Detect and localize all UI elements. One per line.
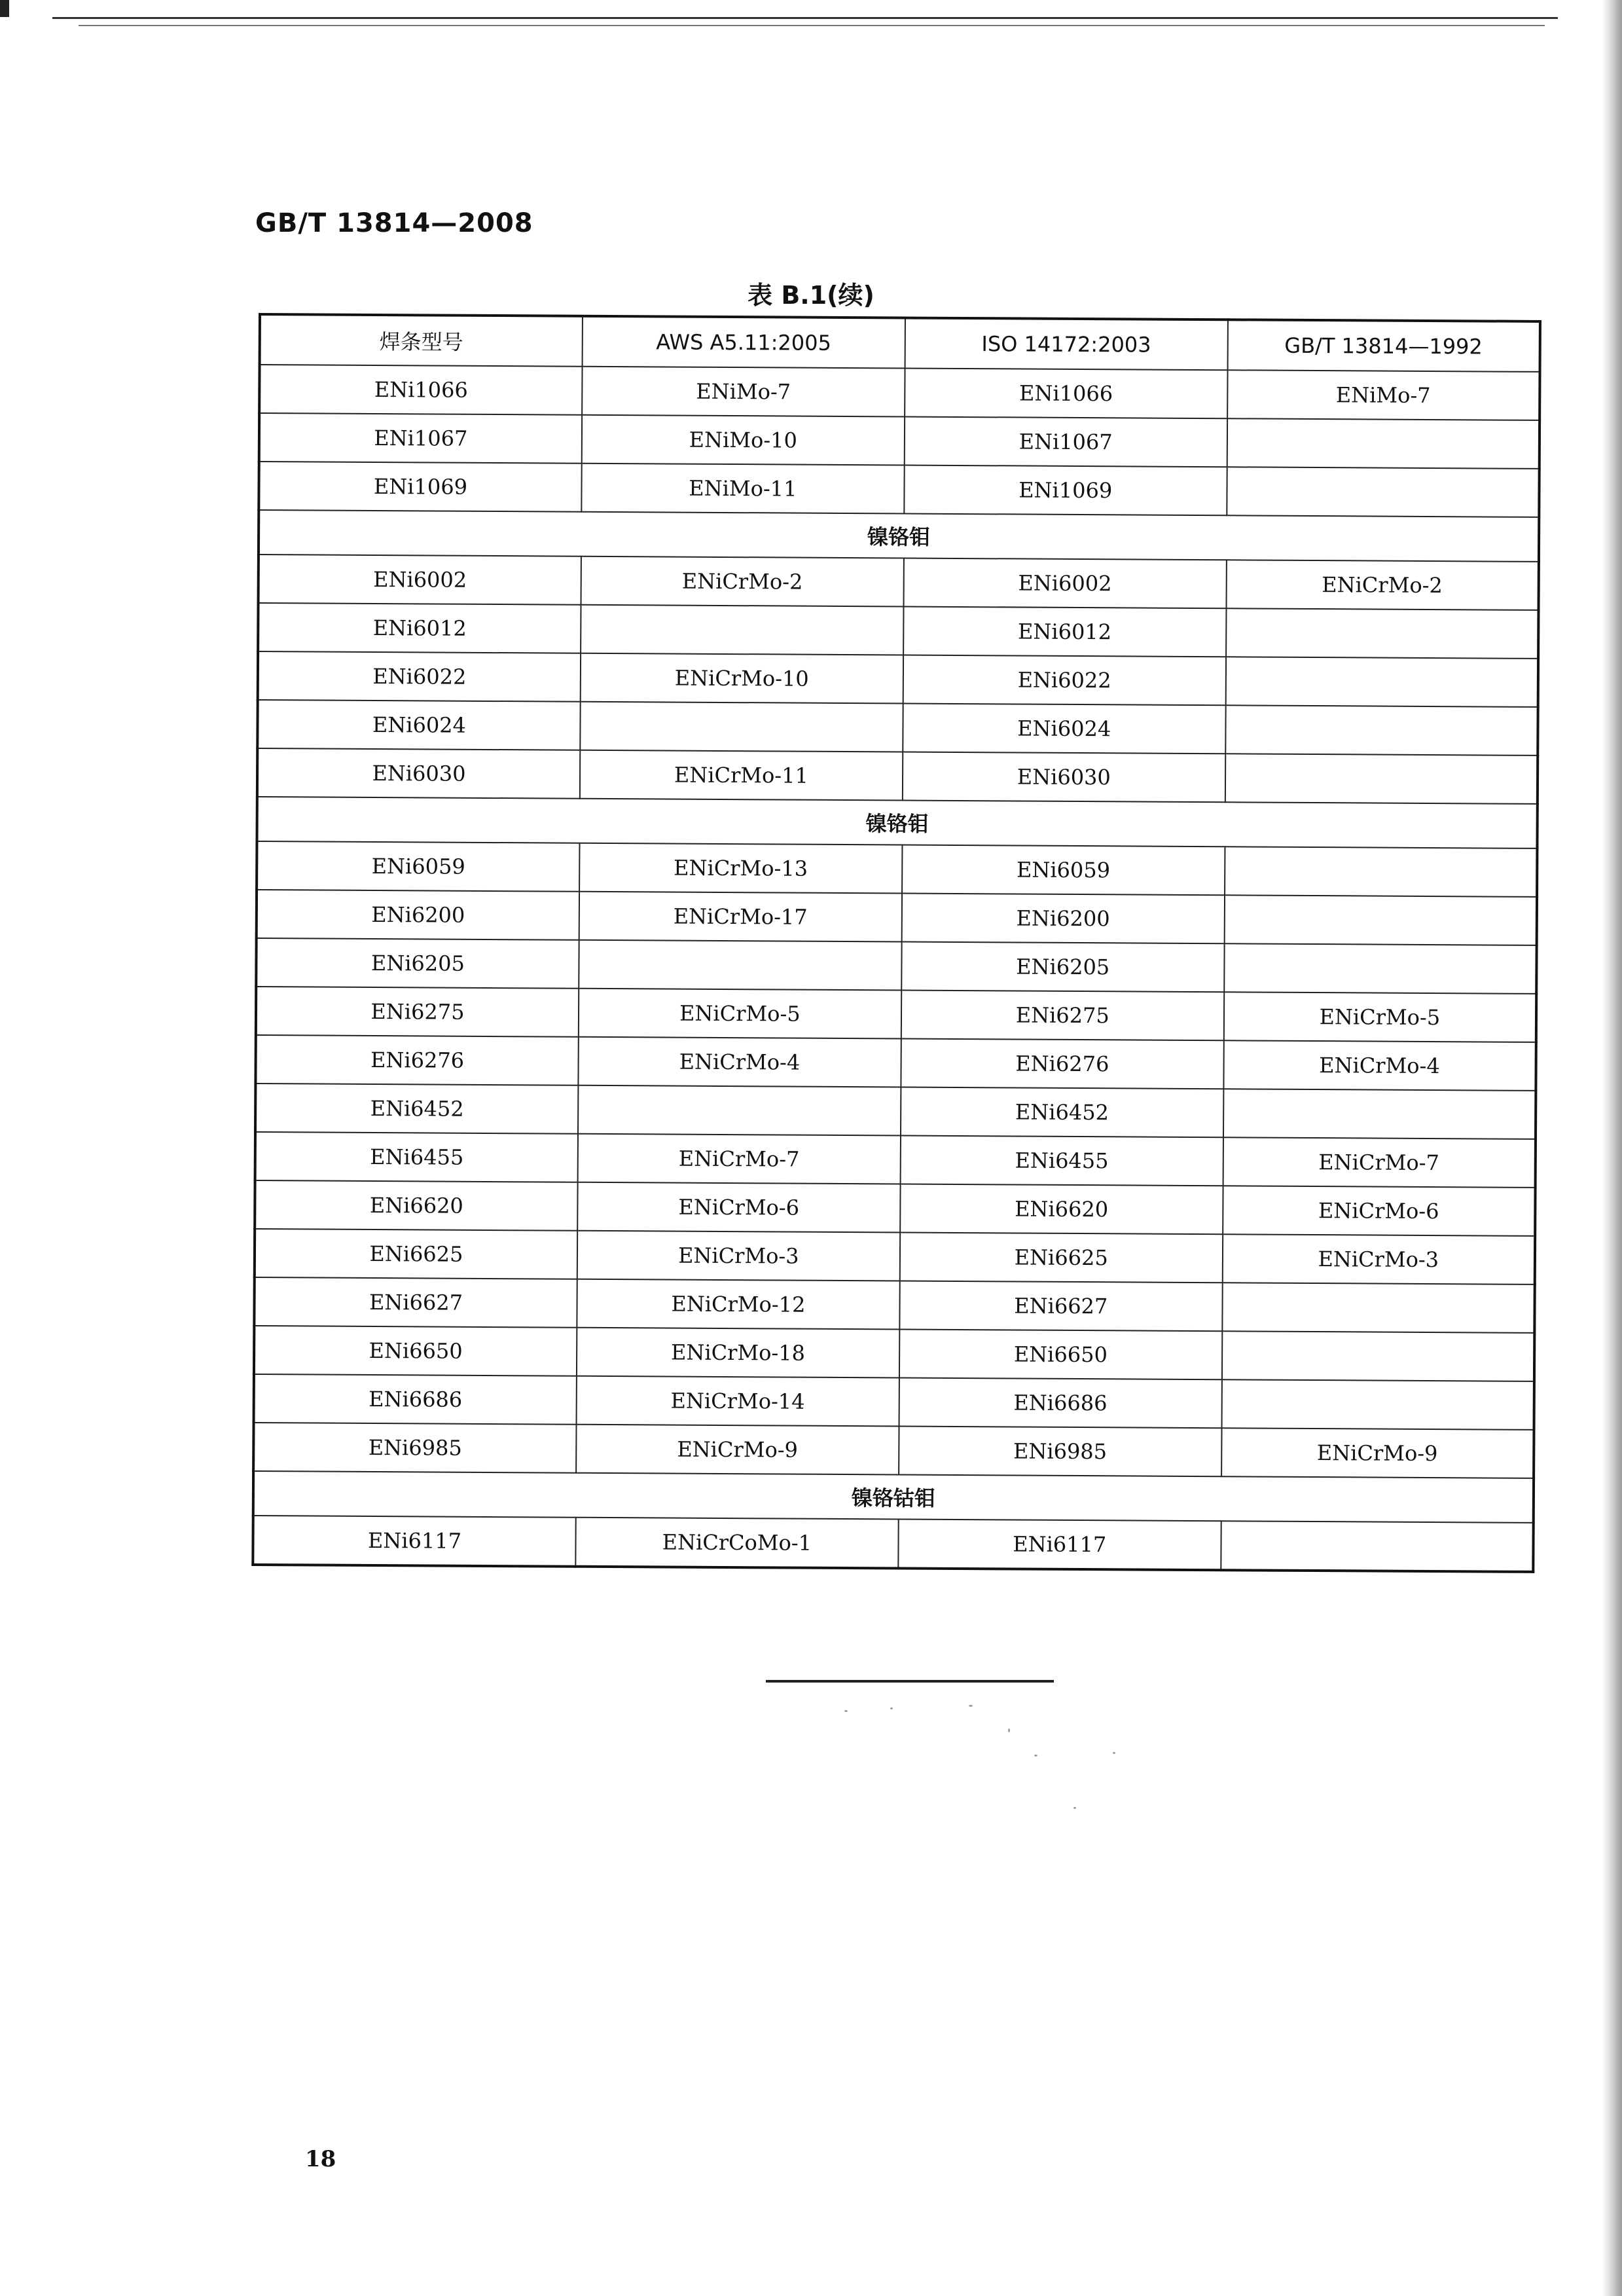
table-cell [1222,1331,1535,1381]
table-cell: ENi6627 [899,1281,1222,1331]
scan-speckle [969,1705,973,1707]
document-code: GB/T 13814—2008 [255,208,533,238]
table-body [253,365,1540,1572]
section-row [257,797,1537,848]
column-header: ISO 14172:2003 [905,318,1227,371]
table-cell: ENi6625 [900,1232,1223,1283]
table-cell: ENiMo-10 [582,415,905,465]
table-row [259,555,1539,610]
table-cell: ENiCrMo-17 [579,892,902,942]
page-number: 18 [305,2146,336,2172]
table-cell: ENiCrCoMo-1 [575,1518,898,1569]
table-cell: ENi6059 [902,845,1225,896]
table-cell: ENi1067 [259,413,582,464]
table-row [257,748,1538,804]
table-cell: ENi6012 [258,603,581,653]
table-cell [1225,754,1538,804]
table-row [253,1516,1533,1572]
table-cell: ENiMo-7 [1227,370,1540,420]
scan-speckle [1008,1728,1010,1732]
table-cell: ENi6002 [259,555,581,605]
table-cell: ENiCrMo-4 [1223,1040,1536,1091]
table-cell: ENi6205 [901,942,1224,993]
table-cell: ENiCrMo-3 [1222,1234,1535,1285]
table-row [259,365,1540,420]
section-label: 镍铬钼 [259,510,1539,562]
table-row [258,603,1538,659]
table-cell: ENiCrMo-9 [576,1425,899,1475]
end-of-table-rule [766,1680,1054,1683]
table-row [256,938,1536,994]
table-cell: ENi6012 [903,607,1226,657]
scan-speckle [844,1710,848,1712]
table-cell: ENi6200 [257,890,579,940]
table-cell: ENi1066 [905,369,1227,419]
table-cell [1222,1283,1535,1333]
table-cell: ENiCrMo-6 [577,1182,900,1233]
section-label: 镍铬钼 [257,797,1537,848]
table-cell [1224,895,1537,945]
table-cell [579,940,901,991]
scan-speckle [1073,1807,1076,1809]
table-row [259,413,1540,469]
table-cell [1225,657,1538,707]
table-row [257,841,1537,897]
table-cell: ENi6022 [258,651,581,702]
section-row [259,510,1539,562]
table-cell: ENi1067 [905,417,1227,467]
table-cell [581,605,903,655]
table-header [260,314,1540,372]
table-cell: ENi6620 [900,1184,1223,1234]
table-cell: ENi6205 [256,938,579,989]
table-row [255,1035,1536,1091]
table-cell: ENiCrMo-12 [577,1279,899,1330]
table-cell: ENi6625 [255,1229,577,1279]
table-container [251,313,1541,1573]
table-row [258,651,1538,707]
section-label: 镍铬钴钼 [253,1471,1534,1523]
table-row [254,1374,1534,1430]
table-cell: ENiCrMo-11 [580,750,903,801]
table-cell [1227,467,1540,517]
table-cell [580,702,903,752]
table-cell: ENi6275 [901,991,1224,1041]
table-cell: ENi6002 [903,558,1226,609]
column-header: 焊条型号 [260,314,583,367]
table-row [255,1084,1536,1139]
table-cell: ENi6650 [899,1329,1222,1379]
table-row [254,1277,1534,1333]
table-row [257,890,1537,945]
header-row [260,314,1540,372]
electrode-comparison-table [251,313,1541,1573]
table-cell: ENiCrMo-4 [578,1037,901,1087]
table-cell: ENi6276 [901,1038,1223,1089]
section-row [253,1471,1534,1523]
table-cell [1225,705,1538,756]
table-cell: ENi6022 [903,655,1225,706]
header-rule [52,17,1558,19]
table-cell: ENi6117 [253,1516,575,1567]
table-row [259,462,1539,517]
table-cell: ENiMo-11 [581,464,904,514]
table-cell: ENiCrMo-5 [1224,992,1537,1042]
table-cell [1223,1089,1536,1139]
table-row [257,700,1538,756]
table-cell: ENiCrMo-7 [1223,1137,1536,1188]
table-cell [1221,1379,1534,1430]
table-cell: ENiCrMo-2 [581,556,903,607]
table-cell: ENi6686 [254,1374,577,1425]
table-cell: ENiCrMo-3 [577,1231,900,1281]
table-cell: ENi6030 [903,752,1225,803]
table-cell: ENi6455 [900,1135,1223,1186]
table-caption: 表 B.1(续) [748,281,874,310]
table-cell: ENiCrMo-10 [581,653,903,704]
header-rule-secondary [79,25,1545,26]
table-cell: ENi6117 [898,1519,1221,1570]
table-cell: ENiCrMo-13 [579,843,902,894]
table-cell: ENi6452 [255,1084,578,1134]
table-row [255,1180,1535,1236]
table-cell [578,1085,901,1136]
table-cell: ENiCrMo-9 [1221,1428,1534,1478]
table-cell [1226,608,1539,659]
table-cell: ENi6275 [256,987,579,1037]
table-cell: ENi6452 [901,1087,1223,1137]
table-cell: ENi6200 [901,894,1224,944]
table-cell: ENi6686 [899,1377,1221,1428]
table-cell [1221,1521,1534,1572]
column-header: GB/T 13814—1992 [1227,319,1540,372]
table-cell: ENi6627 [254,1277,577,1328]
table-row [255,1132,1536,1188]
table-cell: ENiCrMo-5 [579,989,901,1039]
table-cell: ENi1069 [904,465,1227,516]
table-cell [1227,418,1540,469]
table-row [256,987,1536,1042]
table-cell: ENiMo-7 [582,367,905,417]
table-cell: ENiCrMo-2 [1226,560,1539,610]
table-row [254,1326,1534,1381]
table-cell: ENi6455 [255,1132,578,1182]
table-cell: ENi6030 [257,748,580,799]
table-cell: ENiCrMo-7 [577,1134,900,1184]
table-cell: ENi6650 [254,1326,577,1376]
table-cell: ENi1066 [259,365,582,415]
table-cell: ENi1069 [259,462,581,512]
scan-edge-mark [0,0,9,17]
table-cell: ENiCrMo-18 [577,1328,899,1378]
table-row [253,1423,1534,1478]
table-cell: ENi6024 [903,704,1225,754]
column-header: AWS A5.11:2005 [582,316,905,369]
scan-shadow-edge [1602,0,1622,2296]
table-cell [1225,847,1538,897]
table-cell: ENi6985 [253,1423,576,1473]
scan-speckle [1034,1755,1037,1757]
table-cell: ENi6276 [255,1035,578,1085]
table-cell: ENi6985 [899,1426,1221,1476]
scan-speckle [1113,1752,1115,1754]
table-row [255,1229,1535,1285]
table-cell: ENi6620 [255,1180,577,1231]
table-cell: ENiCrMo-6 [1223,1186,1536,1236]
table-cell [1224,943,1537,994]
table-cell: ENi6059 [257,841,579,892]
scan-speckle [890,1707,893,1709]
table-cell: ENi6024 [257,700,580,750]
table-cell: ENiCrMo-14 [576,1376,899,1427]
